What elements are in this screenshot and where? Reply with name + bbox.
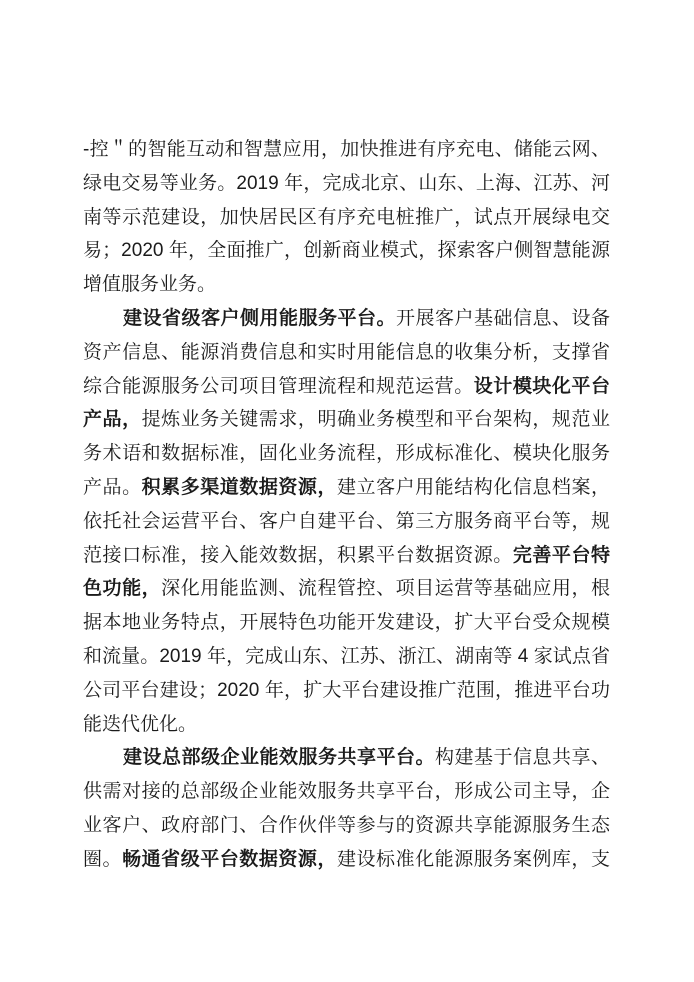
text-line [83,741,610,775]
text-segment: 据本地业务特点，开展特色功能开发建设，扩大平台受众规模 [83,612,610,634]
text-segment: 易；2020 年，全面推广，创新商业模式，探索客户侧智慧能源 [83,240,610,262]
paragraph [83,741,610,876]
bold-text-segment: 建设省级客户侧用能服务平台。 [123,307,396,329]
text-segment: 圈。 [83,848,123,870]
text-segment: 开展客户基础信息、设备 [395,307,610,329]
bold-text-segment: 设计模块化平台 [473,375,610,397]
bold-text-segment: 积累多渠道数据资源， [141,476,337,498]
text-segment: 产品。 [83,476,142,498]
text-segment: 范接口标准，接入能效数据，积累平台数据资源。 [83,544,513,566]
text-line [83,640,610,674]
text-line [83,539,610,573]
text-segment: 增值服务业务。 [83,274,217,296]
text-line [83,606,610,640]
text-line [83,133,610,167]
text-segment: 构建基于信息共享、 [434,747,610,769]
text-segment: 资产信息、能源消费信息和实时用能信息的收集分析，支撑省 [83,341,610,363]
text-segment: 深化用能监测、流程管控、项目运营等基础应用，根 [161,578,610,600]
document-text [83,133,610,877]
text-line [83,268,610,302]
text-segment: 绿电交易等业务。2019 年，完成北京、山东、上海、江苏、河 [83,172,610,194]
text-segment: 务术语和数据标准，固化业务流程，形成标准化、模块化服务 [83,443,610,465]
text-segment: 建立客户用能结构化信息档案， [337,476,610,498]
text-line [83,674,610,708]
text-segment: 供需对接的总部级企业能效服务共享平台，形成公司主导，企 [83,781,610,803]
bold-text-segment: 畅通省级平台数据资源， [122,848,337,870]
bold-text-segment: 完善平台特 [512,544,610,566]
paragraph [83,133,610,302]
text-line [83,234,610,268]
text-line [83,370,610,404]
bold-text-segment: 色功能， [83,578,162,600]
text-segment: -控＂的智能互动和智慧应用，加快推进有序充电、储能云网、 [83,139,610,160]
text-line [83,471,610,505]
text-line [83,708,610,742]
text-line [83,775,610,809]
text-line [83,809,610,843]
text-line [83,336,610,370]
text-line [83,437,610,471]
bold-text-segment: 建设总部级企业能效服务共享平台。 [123,747,435,769]
text-line [83,572,610,606]
paragraph [83,302,610,741]
text-segment: 南等示范建设，加快居民区有序充电桩推广，试点开展绿电交 [83,206,610,228]
text-segment: 公司平台建设；2020 年，扩大平台建设推广范围，推进平台功 [83,679,610,701]
bold-text-segment: 产品， [83,409,142,431]
text-line [83,302,610,336]
text-segment: 综合能源服务公司项目管理流程和规范运营。 [83,375,474,397]
text-segment: 能迭代优化。 [83,713,198,735]
text-line [83,843,610,877]
text-segment: 和流量。2019 年，完成山东、江苏、浙江、湖南等 4 家试点省 [83,645,610,667]
text-line [83,403,610,437]
text-segment: 业客户、政府部门、合作伙伴等参与的资源共享能源服务生态 [83,814,610,836]
text-line [83,505,610,539]
text-segment: 依托社会运营平台、客户自建平台、第三方服务商平台等，规 [83,510,610,532]
text-segment: 提炼业务关键需求，明确业务模型和平台架构，规范业 [141,409,610,431]
text-line [83,201,610,235]
text-line [83,167,610,201]
text-segment: 建设标准化能源服务案例库，支 [336,848,610,870]
